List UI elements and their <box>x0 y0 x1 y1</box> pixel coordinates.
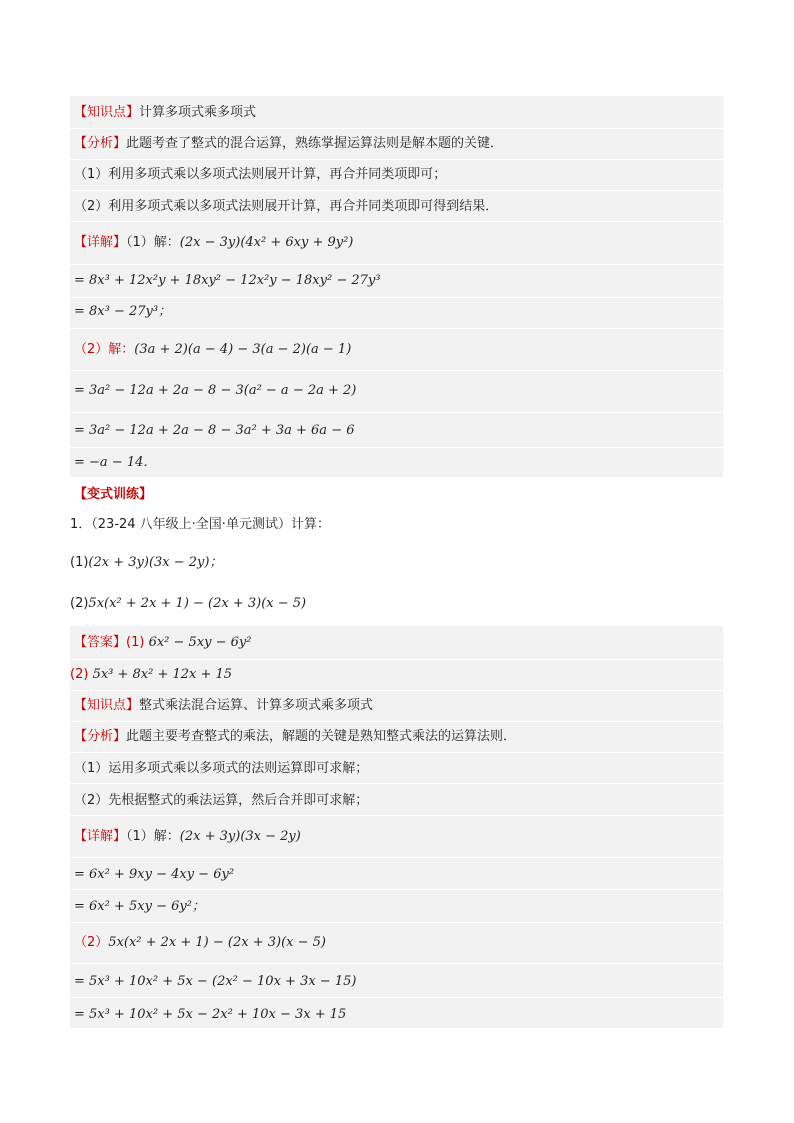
detail-prefix: （2）解： <box>74 342 135 357</box>
analysis-step-1: （1）利用多项式乘以多项式法则展开计算，再合并同类项即可； <box>74 167 447 182</box>
detail-line: = 8x³ + 12x²y + 18xy² − 12x²y − 18xy² − 27y³ <box>74 273 381 288</box>
detail-prefix: （1）解： <box>126 829 180 844</box>
knowledge-point-tag: 【知识点】 <box>74 105 140 120</box>
detail-line: = 5x³ + 10x² + 5x − (2x² − 10x + 3x − 15) <box>74 974 357 989</box>
row-divider <box>70 128 723 129</box>
detail-tag: 【详解】 <box>74 235 127 250</box>
row-divider <box>70 159 723 160</box>
row-divider <box>70 328 723 329</box>
detail-line: = 6x² + 5xy − 6y²； <box>74 899 205 914</box>
detail-line: = 8x³ − 27y³； <box>74 304 172 319</box>
analysis-row <box>74 134 503 154</box>
analysis-tag: 【分析】 <box>74 729 127 744</box>
answer-2: 5x³ + 8x² + 12x + 15 <box>92 667 233 682</box>
detail-row-1 <box>74 827 301 847</box>
row-divider <box>70 889 723 890</box>
question-part-2 <box>70 594 306 614</box>
detail-line: = 6x² + 9xy − 4xy − 6y² <box>74 867 235 882</box>
row-divider <box>70 815 723 816</box>
row-divider <box>70 857 723 858</box>
row-divider <box>70 412 723 413</box>
row-divider <box>70 659 723 660</box>
detail-line: = 3a² − 12a + 2a − 8 − 3a² + 3a + 6a − 6 <box>74 423 355 438</box>
question-part-2-prefix: (2) <box>70 596 89 611</box>
analysis-step-2: （2）先根据整式的乘法运算，然后合并即可求解； <box>74 793 369 808</box>
row-divider <box>70 264 723 265</box>
question-part-1-expression: (2x + 3y)(3x − 2y)； <box>88 555 223 570</box>
answer-row-2 <box>70 665 232 685</box>
analysis-step-2: （2）利用多项式乘以多项式法则展开计算，再合并同类项即可得到结果． <box>74 199 499 214</box>
row-divider <box>70 963 723 964</box>
row-divider <box>70 783 723 784</box>
analysis-tag: 【分析】 <box>74 136 127 151</box>
row-divider <box>70 370 723 371</box>
row-divider <box>70 922 723 923</box>
detail-tag: 【详解】 <box>74 829 127 844</box>
knowledge-point-row <box>74 696 373 716</box>
detail-expression: 5x(x² + 2x + 1) − (2x + 3)(x − 5) <box>108 935 326 950</box>
analysis-step-1: （1）运用多项式乘以多项式的法则运算即可求解； <box>74 761 369 776</box>
question-label: 1．（23-24 八年级上·全国·单元测试）计算： <box>70 517 330 532</box>
variant-heading: 【变式训练】 <box>74 487 153 502</box>
detail-expression: (3a + 2)(a − 4) − 3(a − 2)(a − 1) <box>134 342 352 357</box>
answer-2-prefix: (2) <box>70 667 89 682</box>
answer-1-prefix: (1) <box>126 635 145 650</box>
row-divider <box>70 997 723 998</box>
knowledge-point-tag: 【知识点】 <box>74 698 140 713</box>
detail-line: = −a − 14． <box>74 455 157 470</box>
detail-expression: (2x − 3y)(4x² + 6xy + 9y²) <box>179 235 354 250</box>
knowledge-point-text: 计算多项式乘多项式 <box>139 105 257 120</box>
row-divider <box>70 690 723 691</box>
analysis-row <box>74 727 516 747</box>
detail-row-1 <box>74 233 353 253</box>
detail-row-2 <box>74 340 351 360</box>
knowledge-point-row <box>74 103 256 123</box>
detail-prefix: （1）解： <box>126 235 180 250</box>
row-divider <box>70 190 723 191</box>
detail-expression: (2x + 3y)(3x − 2y) <box>179 829 301 844</box>
row-divider <box>70 752 723 753</box>
detail-prefix: （2） <box>74 935 109 950</box>
row-divider <box>70 297 723 298</box>
row-divider <box>70 447 723 448</box>
question-part-1 <box>70 553 222 573</box>
row-divider <box>70 221 723 222</box>
question-part-1-prefix: (1) <box>70 555 89 570</box>
answer-row-1 <box>74 633 251 653</box>
answer-tag: 【答案】 <box>74 635 127 650</box>
analysis-text: 此题考查了整式的混合运算，熟练掌握运算法则是解本题的关键． <box>126 136 504 151</box>
analysis-text: 此题主要考查整式的乘法，解题的关键是熟知整式乘法的运算法则． <box>126 729 517 744</box>
detail-line: = 3a² − 12a + 2a − 8 − 3(a² − a − 2a + 2) <box>74 383 357 398</box>
question-part-2-expression: 5x(x² + 2x + 1) − (2x + 3)(x − 5) <box>88 596 307 611</box>
answer-1: 6x² − 5xy − 6y² <box>148 635 252 650</box>
row-divider <box>70 721 723 722</box>
detail-line: = 5x³ + 10x² + 5x − 2x² + 10x − 3x + 15 <box>74 1007 347 1022</box>
knowledge-point-text: 整式乘法混合运算、计算多项式乘多项式 <box>139 698 374 713</box>
detail-row-2 <box>74 933 326 953</box>
